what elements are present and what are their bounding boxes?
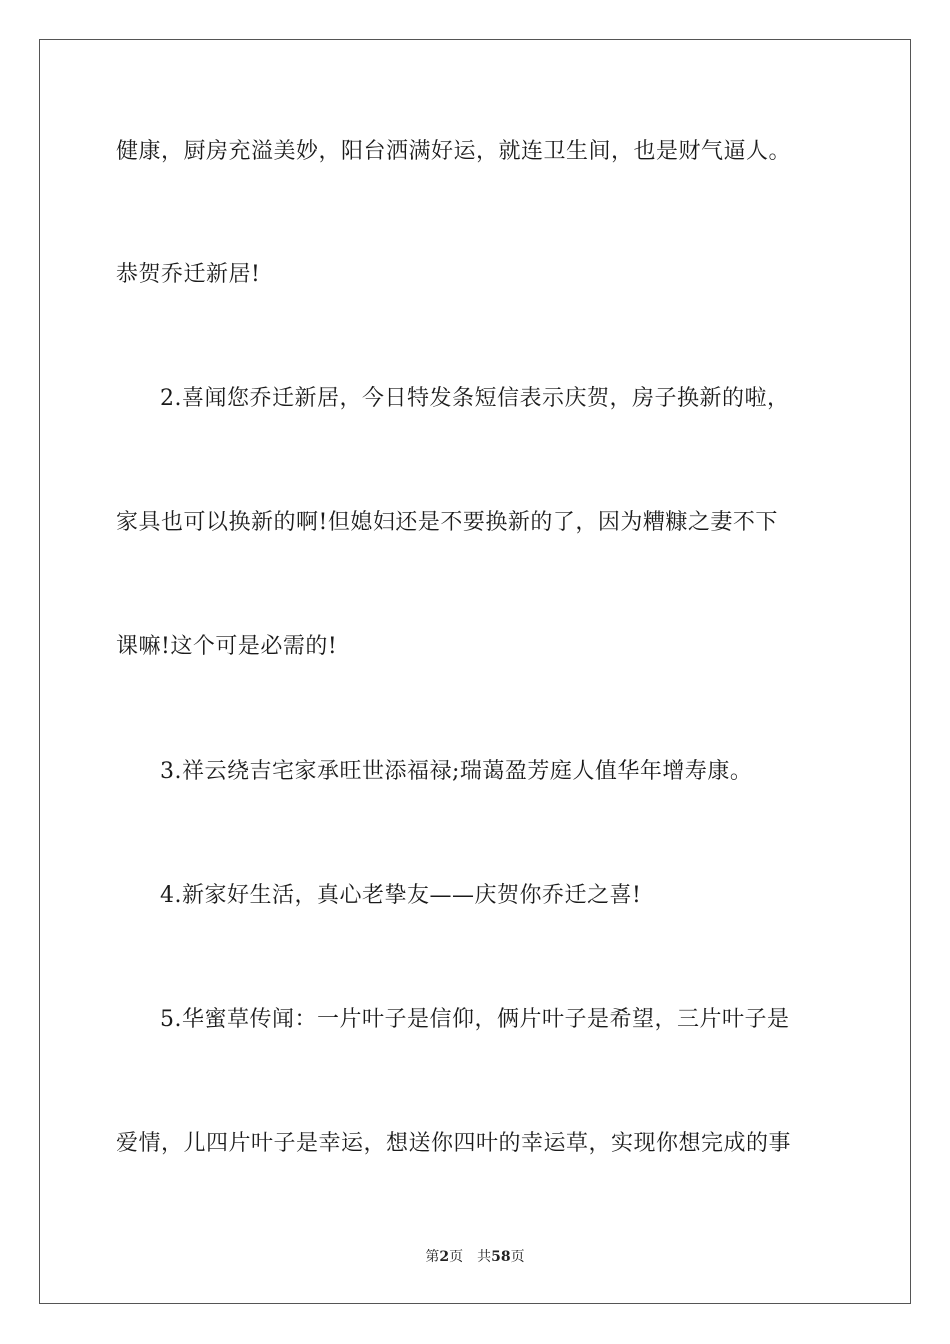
body-text-line-9: 爱情，儿四片叶子是幸运，想送你四叶的幸运草，实现你想完成的事 [116,1131,792,1156]
page-border [39,39,911,1304]
body-text-line-5: 课嘛!这个可是必需的! [116,634,338,659]
page-suffix: 页 [449,1249,464,1265]
body-text-line-1: 健康，厨房充溢美妙，阳台洒满好运，就连卫生间，也是财气逼人。 [116,139,792,164]
body-text-line-3: 2.喜闻您乔迁新居，今日特发条短信表示庆贺，房子换新的啦， [160,386,790,411]
page-prefix: 第 [425,1249,440,1265]
total-suffix: 页 [510,1249,525,1265]
total-prefix: 共 [477,1249,492,1265]
total-pages: 58 [491,1249,511,1265]
page-footer [0,1248,950,1266]
body-text-line-7: 4.新家好生活，真心老挚友——庆贺你乔迁之喜! [160,883,642,908]
body-text-line-2: 恭贺乔迁新居! [116,262,261,287]
page-number: 2 [439,1249,450,1265]
body-text-line-6: 3.祥云绕吉宅家承旺世添福禄;瑞蔼盈芳庭人值华年增寿康。 [160,759,753,784]
body-text-line-8: 5.华蜜草传闻：一片叶子是信仰，俩片叶子是希望，三片叶子是 [160,1007,790,1032]
body-text-line-4: 家具也可以换新的啊!但媳妇还是不要换新的了，因为糟糠之妻不下 [116,510,778,535]
